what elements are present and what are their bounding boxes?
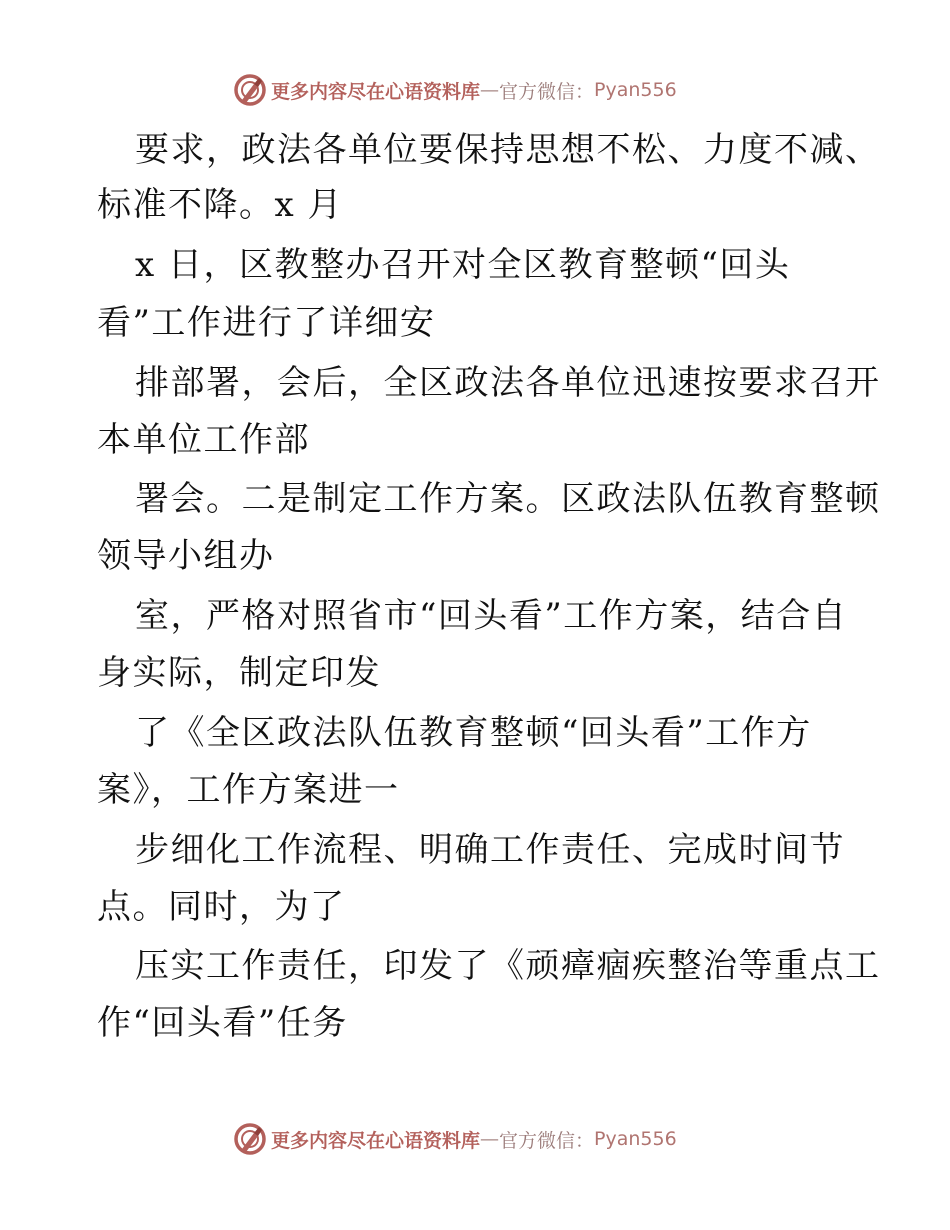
text-line: 点。同时，为了 — [97, 887, 346, 927]
text-line: 看”工作进行了详细安 — [97, 303, 436, 343]
watermark-wechat-id: Pyan556 — [594, 79, 677, 101]
text-line: 室，严格对照省市“回头看”工作方案，结合自 — [135, 596, 848, 636]
text-line: 压实工作责任，印发了《顽瘴痼疾整治等重点工 — [135, 946, 881, 986]
watermark-wechat-label: 官方微信： — [499, 1129, 595, 1152]
text-line: 标准不降。x 月 — [97, 185, 343, 225]
watermark-wechat-id: Pyan556 — [594, 1128, 677, 1150]
footer-watermark — [233, 1121, 677, 1157]
pen-logo-icon — [233, 73, 267, 107]
watermark-dash: — — [480, 1128, 500, 1150]
text-line: 本单位工作部 — [97, 420, 310, 460]
header-watermark — [233, 72, 677, 108]
text-line: 了《全区政法队伍教育整顿“回头看”工作方 — [135, 713, 812, 753]
watermark-wechat-label: 官方微信： — [499, 80, 595, 103]
text-line: 署会。二是制定工作方案。区政法队伍教育整顿 — [135, 479, 881, 519]
text-line: 领导小组办 — [97, 536, 275, 576]
text-line: 步细化工作流程、明确工作责任、完成时间节 — [135, 830, 845, 870]
text-line: 作“回头看”任务 — [97, 1003, 348, 1043]
pen-logo-icon — [233, 1122, 267, 1156]
text-line: x 日，区教整办召开对全区教育整顿“回头 — [135, 245, 791, 285]
text-line: 要求，政法各单位要保持思想不松、力度不减、 — [135, 130, 881, 170]
watermark-brand: 更多内容尽在心语资料库 — [271, 80, 481, 103]
text-line: 案》，工作方案进一 — [97, 770, 400, 810]
text-line: 身实际，制定印发 — [97, 653, 381, 693]
watermark-dash: — — [480, 79, 500, 101]
watermark-brand: 更多内容尽在心语资料库 — [271, 1129, 481, 1152]
text-line: 排部署，会后，全区政法各单位迅速按要求召开 — [135, 363, 881, 403]
